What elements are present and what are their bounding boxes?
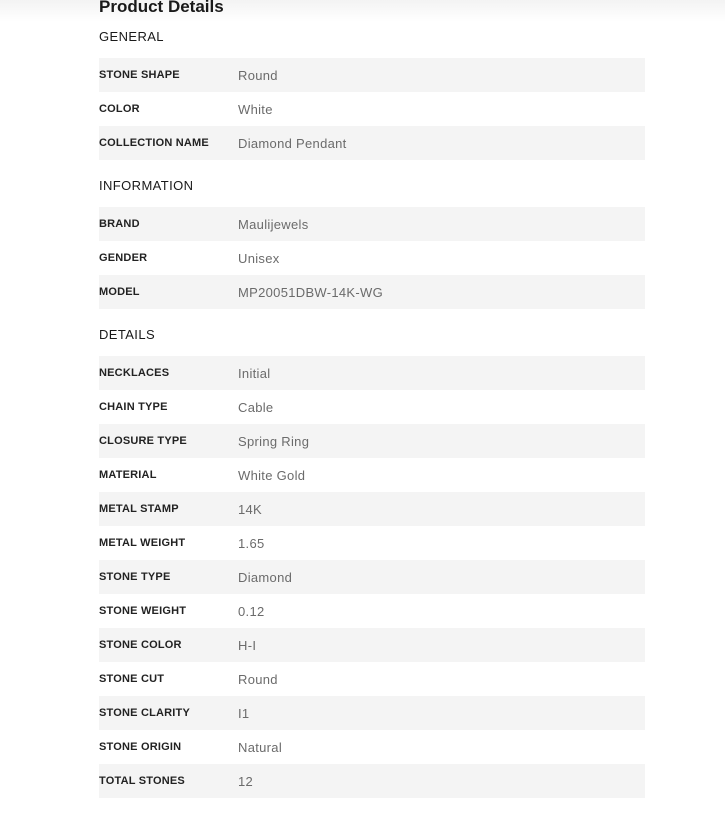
spec-row-chain-type [99, 390, 645, 424]
spec-value: MP20051DBW-14K-WG [238, 284, 384, 300]
spec-value: Natural [238, 739, 283, 755]
spec-value: Initial [238, 365, 271, 381]
spec-label: STONE COLOR [99, 639, 182, 651]
spec-row-stone-origin [99, 730, 645, 764]
spec-label: STONE ORIGIN [99, 741, 182, 753]
spec-label: MATERIAL [99, 469, 157, 481]
spec-value: Cable [238, 399, 274, 415]
spec-row-closure-type [99, 424, 645, 458]
section-heading-information: INFORMATION [99, 178, 194, 193]
spec-row-color [99, 92, 645, 126]
spec-row-metal-weight [99, 526, 645, 560]
spec-label: CHAIN TYPE [99, 401, 168, 413]
spec-label: MODEL [99, 286, 140, 298]
spec-value: 12 [238, 773, 254, 789]
spec-label: COLOR [99, 103, 140, 115]
spec-value: Round [238, 671, 278, 687]
spec-value: Unisex [238, 250, 280, 266]
spec-value: 14K [238, 501, 263, 517]
spec-label: COLLECTION NAME [99, 137, 209, 149]
general-table [99, 58, 645, 160]
spec-value: White Gold [238, 467, 306, 483]
spec-row-stone-weight [99, 594, 645, 628]
spec-row-gender [99, 241, 645, 275]
spec-label: TOTAL STONES [99, 775, 185, 787]
spec-row-brand [99, 207, 645, 241]
spec-label: GENDER [99, 252, 148, 264]
spec-row-stone-color [99, 628, 645, 662]
spec-value: H-I [238, 637, 257, 653]
spec-value: Diamond Pendant [238, 135, 347, 151]
spec-label: NECKLACES [99, 367, 170, 379]
spec-value: I1 [238, 705, 250, 721]
spec-value: White [238, 101, 273, 117]
spec-row-total-stones [99, 764, 645, 798]
spec-label: METAL WEIGHT [99, 537, 186, 549]
spec-label: STONE SHAPE [99, 69, 180, 81]
spec-row-metal-stamp [99, 492, 645, 526]
spec-value: 1.65 [238, 535, 265, 551]
spec-label: CLOSURE TYPE [99, 435, 187, 447]
spec-row-necklaces [99, 356, 645, 390]
spec-label: STONE CLARITY [99, 707, 191, 719]
spec-value: Maulijewels [238, 216, 309, 232]
spec-value: 0.12 [238, 603, 265, 619]
spec-value: Spring Ring [238, 433, 310, 449]
spec-row-model [99, 275, 645, 309]
spec-label: STONE CUT [99, 673, 165, 685]
information-table [99, 207, 645, 309]
page-title: Product Details [99, 0, 224, 16]
spec-row-stone-shape [99, 58, 645, 92]
spec-row-stone-cut [99, 662, 645, 696]
spec-label: BRAND [99, 218, 140, 230]
details-table [99, 356, 645, 798]
spec-value: Diamond [238, 569, 293, 585]
spec-row-collection-name [99, 126, 645, 160]
section-heading-general: GENERAL [99, 29, 164, 44]
spec-row-stone-clarity [99, 696, 645, 730]
spec-label: STONE WEIGHT [99, 605, 187, 617]
section-heading-details: DETAILS [99, 327, 156, 342]
spec-label: STONE TYPE [99, 571, 171, 583]
spec-row-stone-type [99, 560, 645, 594]
spec-value: Round [238, 67, 278, 83]
spec-label: METAL STAMP [99, 503, 179, 515]
spec-row-material [99, 458, 645, 492]
